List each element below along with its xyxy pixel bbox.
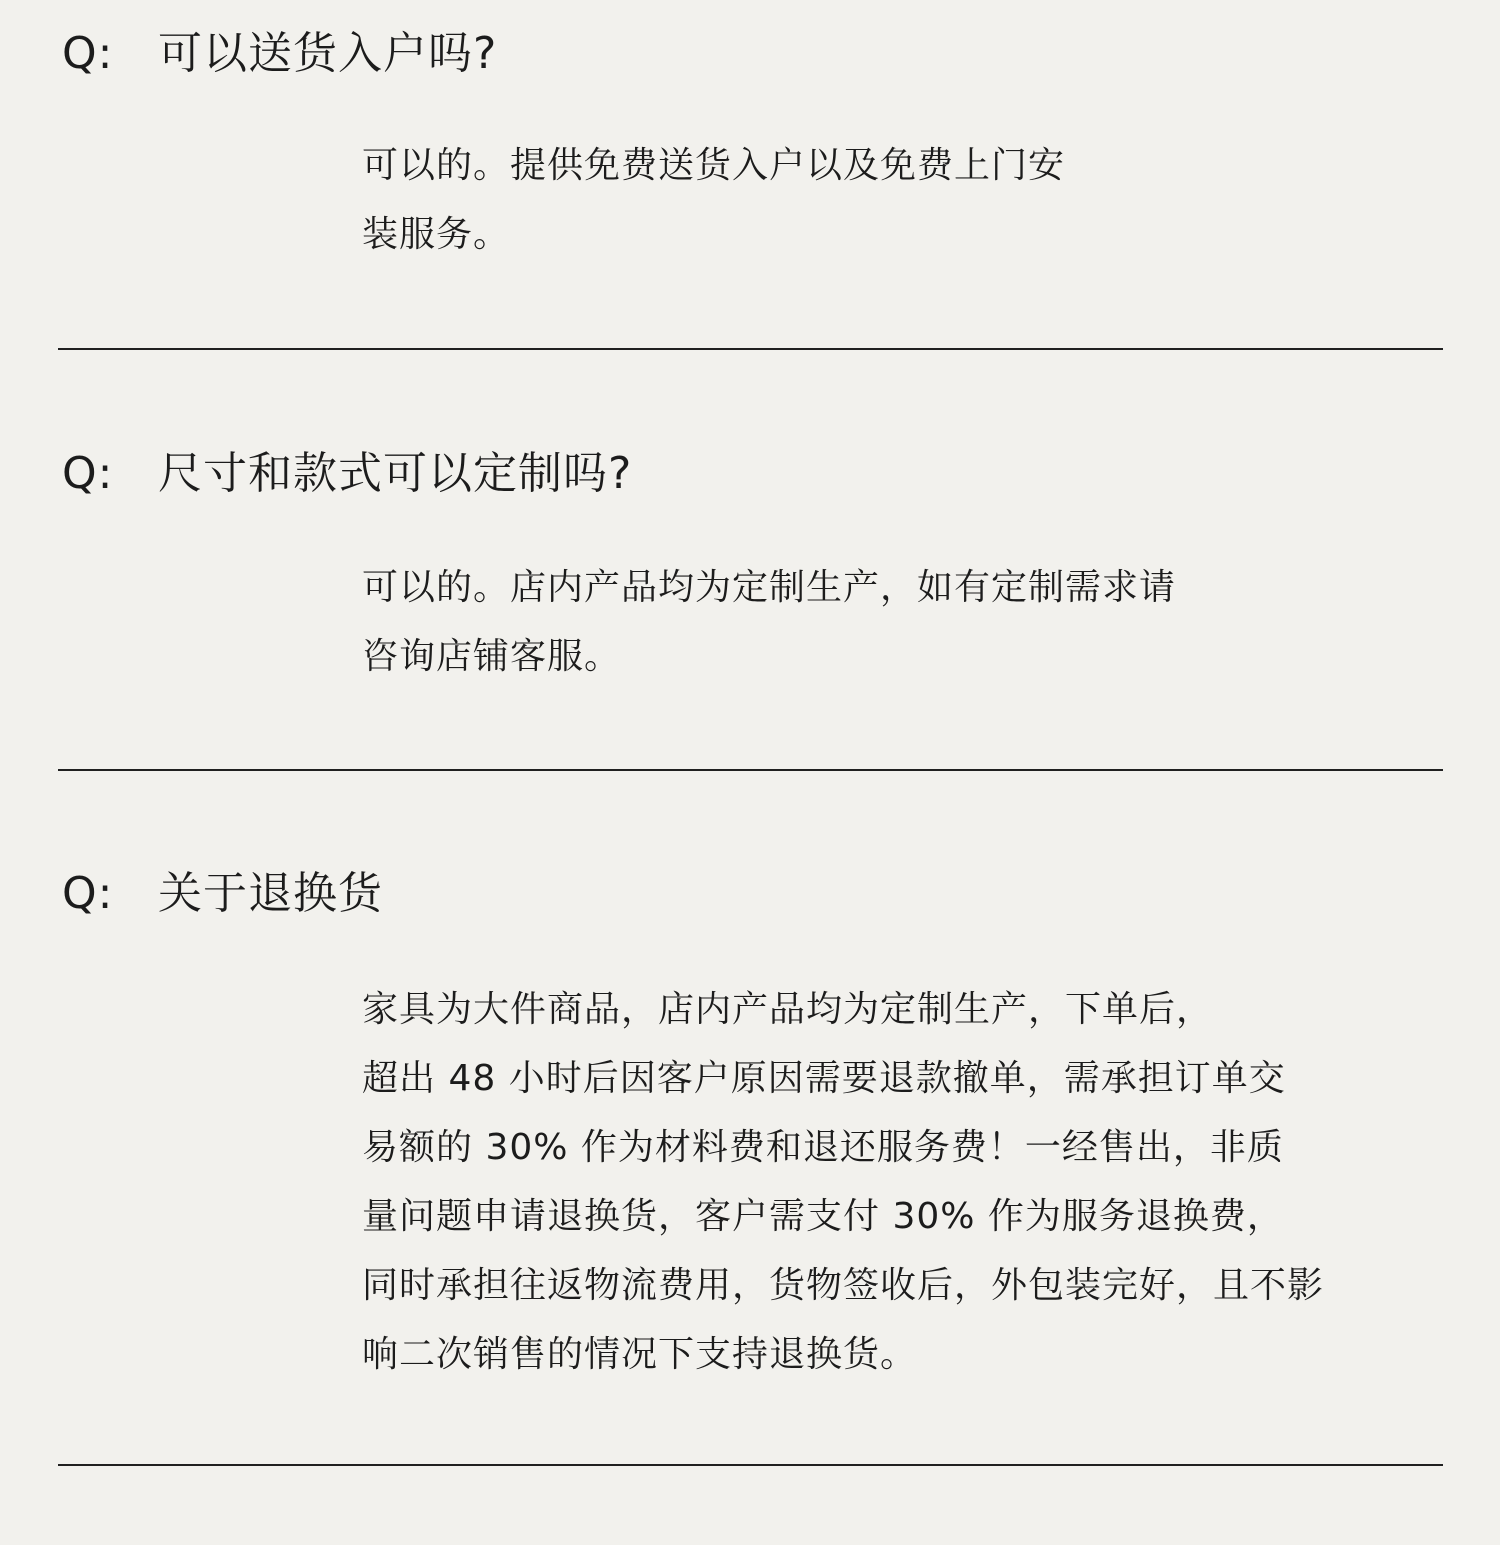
divider <box>58 769 1443 771</box>
divider <box>58 1464 1443 1466</box>
answer-line: 超出 48 小时后因客户原因需要退款撤单，需承担订单交 <box>362 1058 1286 1099</box>
answer-line: 装服务。 <box>362 214 511 255</box>
faq-answer-2 <box>362 553 1176 691</box>
answer-line: 同时承担往返物流费用，货物签收后，外包装完好，且不影 <box>362 1265 1325 1306</box>
question-text: 关于退换货 <box>158 868 383 919</box>
faq-question-1 <box>62 26 497 82</box>
question-prefix: Q: <box>62 868 114 919</box>
question-text: 尺寸和款式可以定制吗? <box>158 448 633 499</box>
question-text: 可以送货入户吗? <box>158 28 498 79</box>
answer-line: 量问题申请退换货，客户需支付 30% 作为服务退换费， <box>362 1196 1284 1237</box>
answer-line: 可以的。提供免费送货入户以及免费上门安 <box>362 145 1066 186</box>
answer-line: 易额的 30% 作为材料费和退还服务费！一经售出，非质 <box>362 1127 1284 1168</box>
answer-line: 家具为大件商品，店内产品均为定制生产，下单后， <box>362 989 1214 1030</box>
faq-answer-1 <box>362 131 1065 269</box>
faq-answer-3 <box>362 975 1324 1389</box>
answer-line: 可以的。店内产品均为定制生产，如有定制需求请 <box>362 567 1177 608</box>
answer-line: 咨询店铺客服。 <box>362 636 622 677</box>
faq-question-2 <box>62 446 632 502</box>
question-prefix: Q: <box>62 28 114 79</box>
faq-question-3 <box>62 866 383 922</box>
question-prefix: Q: <box>62 448 114 499</box>
divider <box>58 348 1443 350</box>
answer-line: 响二次销售的情况下支持退换货。 <box>362 1334 918 1375</box>
